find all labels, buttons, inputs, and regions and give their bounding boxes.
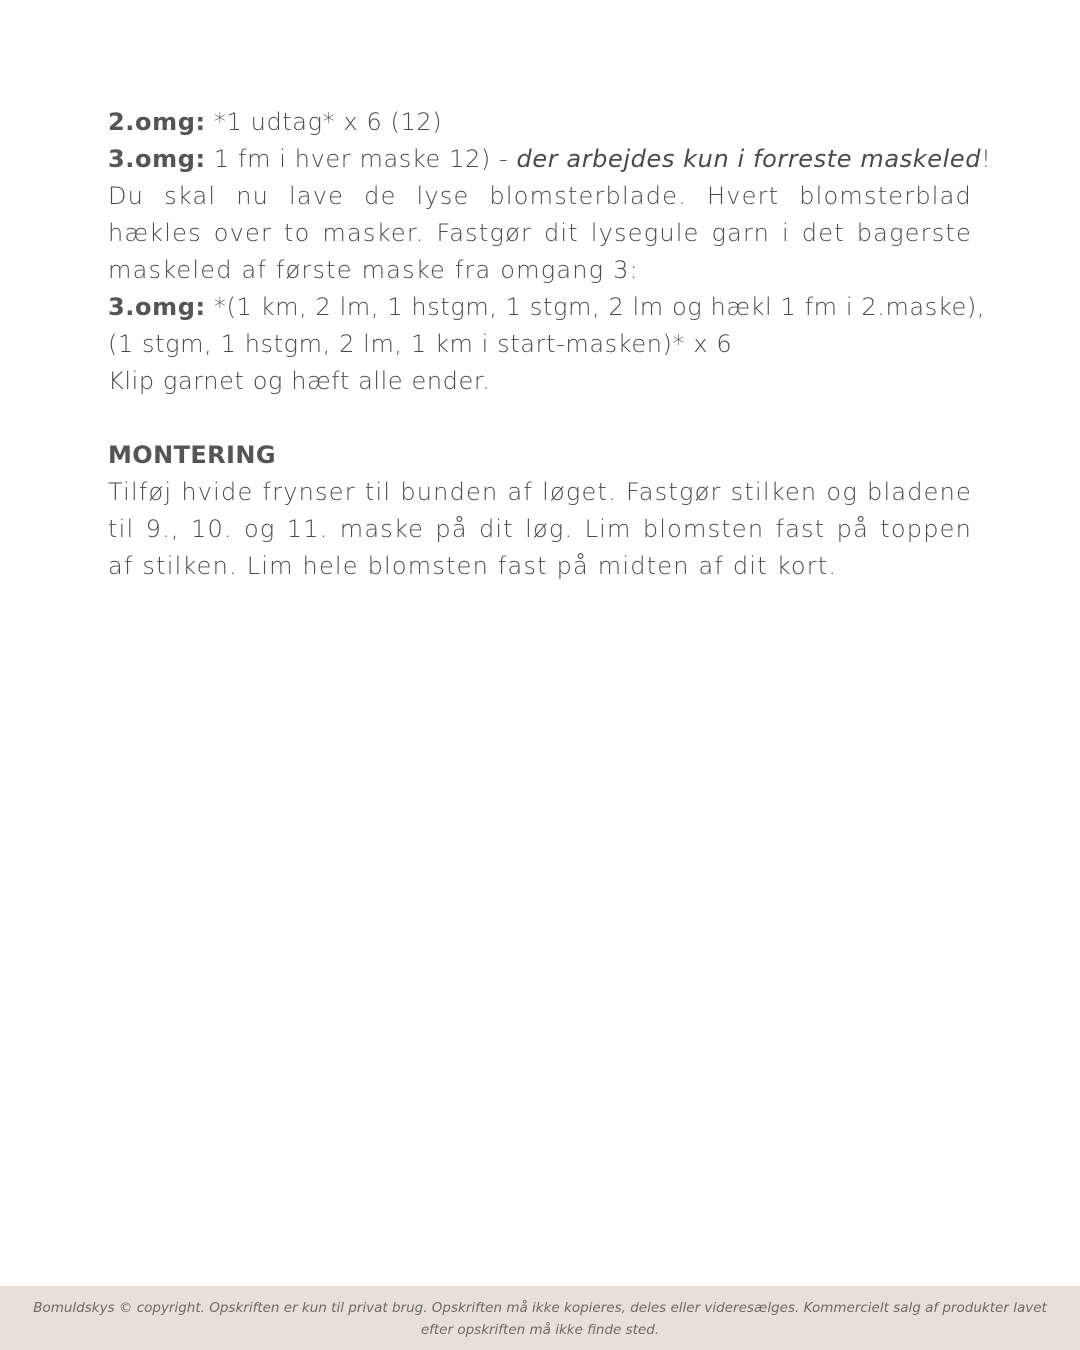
- row-3-text: 1 fm i hver maske 12) -: [205, 145, 517, 173]
- row-3b-instruction-line1: [108, 289, 986, 326]
- row-3-italic-note: der arbejdes kun i forreste maskeled: [516, 145, 982, 173]
- finish-line: Klip garnet og hæft alle ender.: [108, 367, 491, 395]
- row-2-label: 2.omg:: [108, 108, 206, 136]
- montering-heading: MONTERING: [108, 441, 276, 469]
- row-3-label: 3.omg:: [108, 145, 206, 173]
- montering-text: Tilføj hvide frynser til bunden af løget. Fastgør stilken og bladene til 9., 10. og 11. maske på dit løg. Lim blomsten fast på toppen af stilken. Lim hele blomsten fast på midten af dit kort.: [108, 478, 972, 580]
- copyright-footer: [0, 1286, 1080, 1350]
- row-3-instruction: [108, 141, 992, 178]
- row-3-after: !: [981, 145, 992, 173]
- row-3b-label: 3.omg:: [108, 293, 206, 321]
- pattern-content: [108, 104, 992, 585]
- row-3b-text: *(1 km, 2 lm, 1 hstgm, 1 stgm, 2 lm og hækl 1 fm i 2.maske),: [205, 293, 986, 321]
- row-3b-instruction-line2: (1 stgm, 1 hstgm, 2 lm, 1 km i start-masken)* x 6: [108, 330, 733, 358]
- copyright-text: Bomuldskys © copyright. Opskriften er kun til privat brug. Opskriften må ikke kopieres, deles eller videresælges. Kommercielt salg af produkter lavet efter opskriften må ikke finde sted.: [33, 1300, 1047, 1338]
- petal-instructions: Du skal nu lave de lyse blomsterblade. Hvert blomsterblad hækles over to masker. Fastgør dit lysegule garn i det bagerste maskeled af første maske fra omgang 3:: [108, 182, 972, 284]
- row-2-text: *1 udtag* x 6 (12): [205, 108, 443, 136]
- row-2-instruction: [108, 104, 972, 141]
